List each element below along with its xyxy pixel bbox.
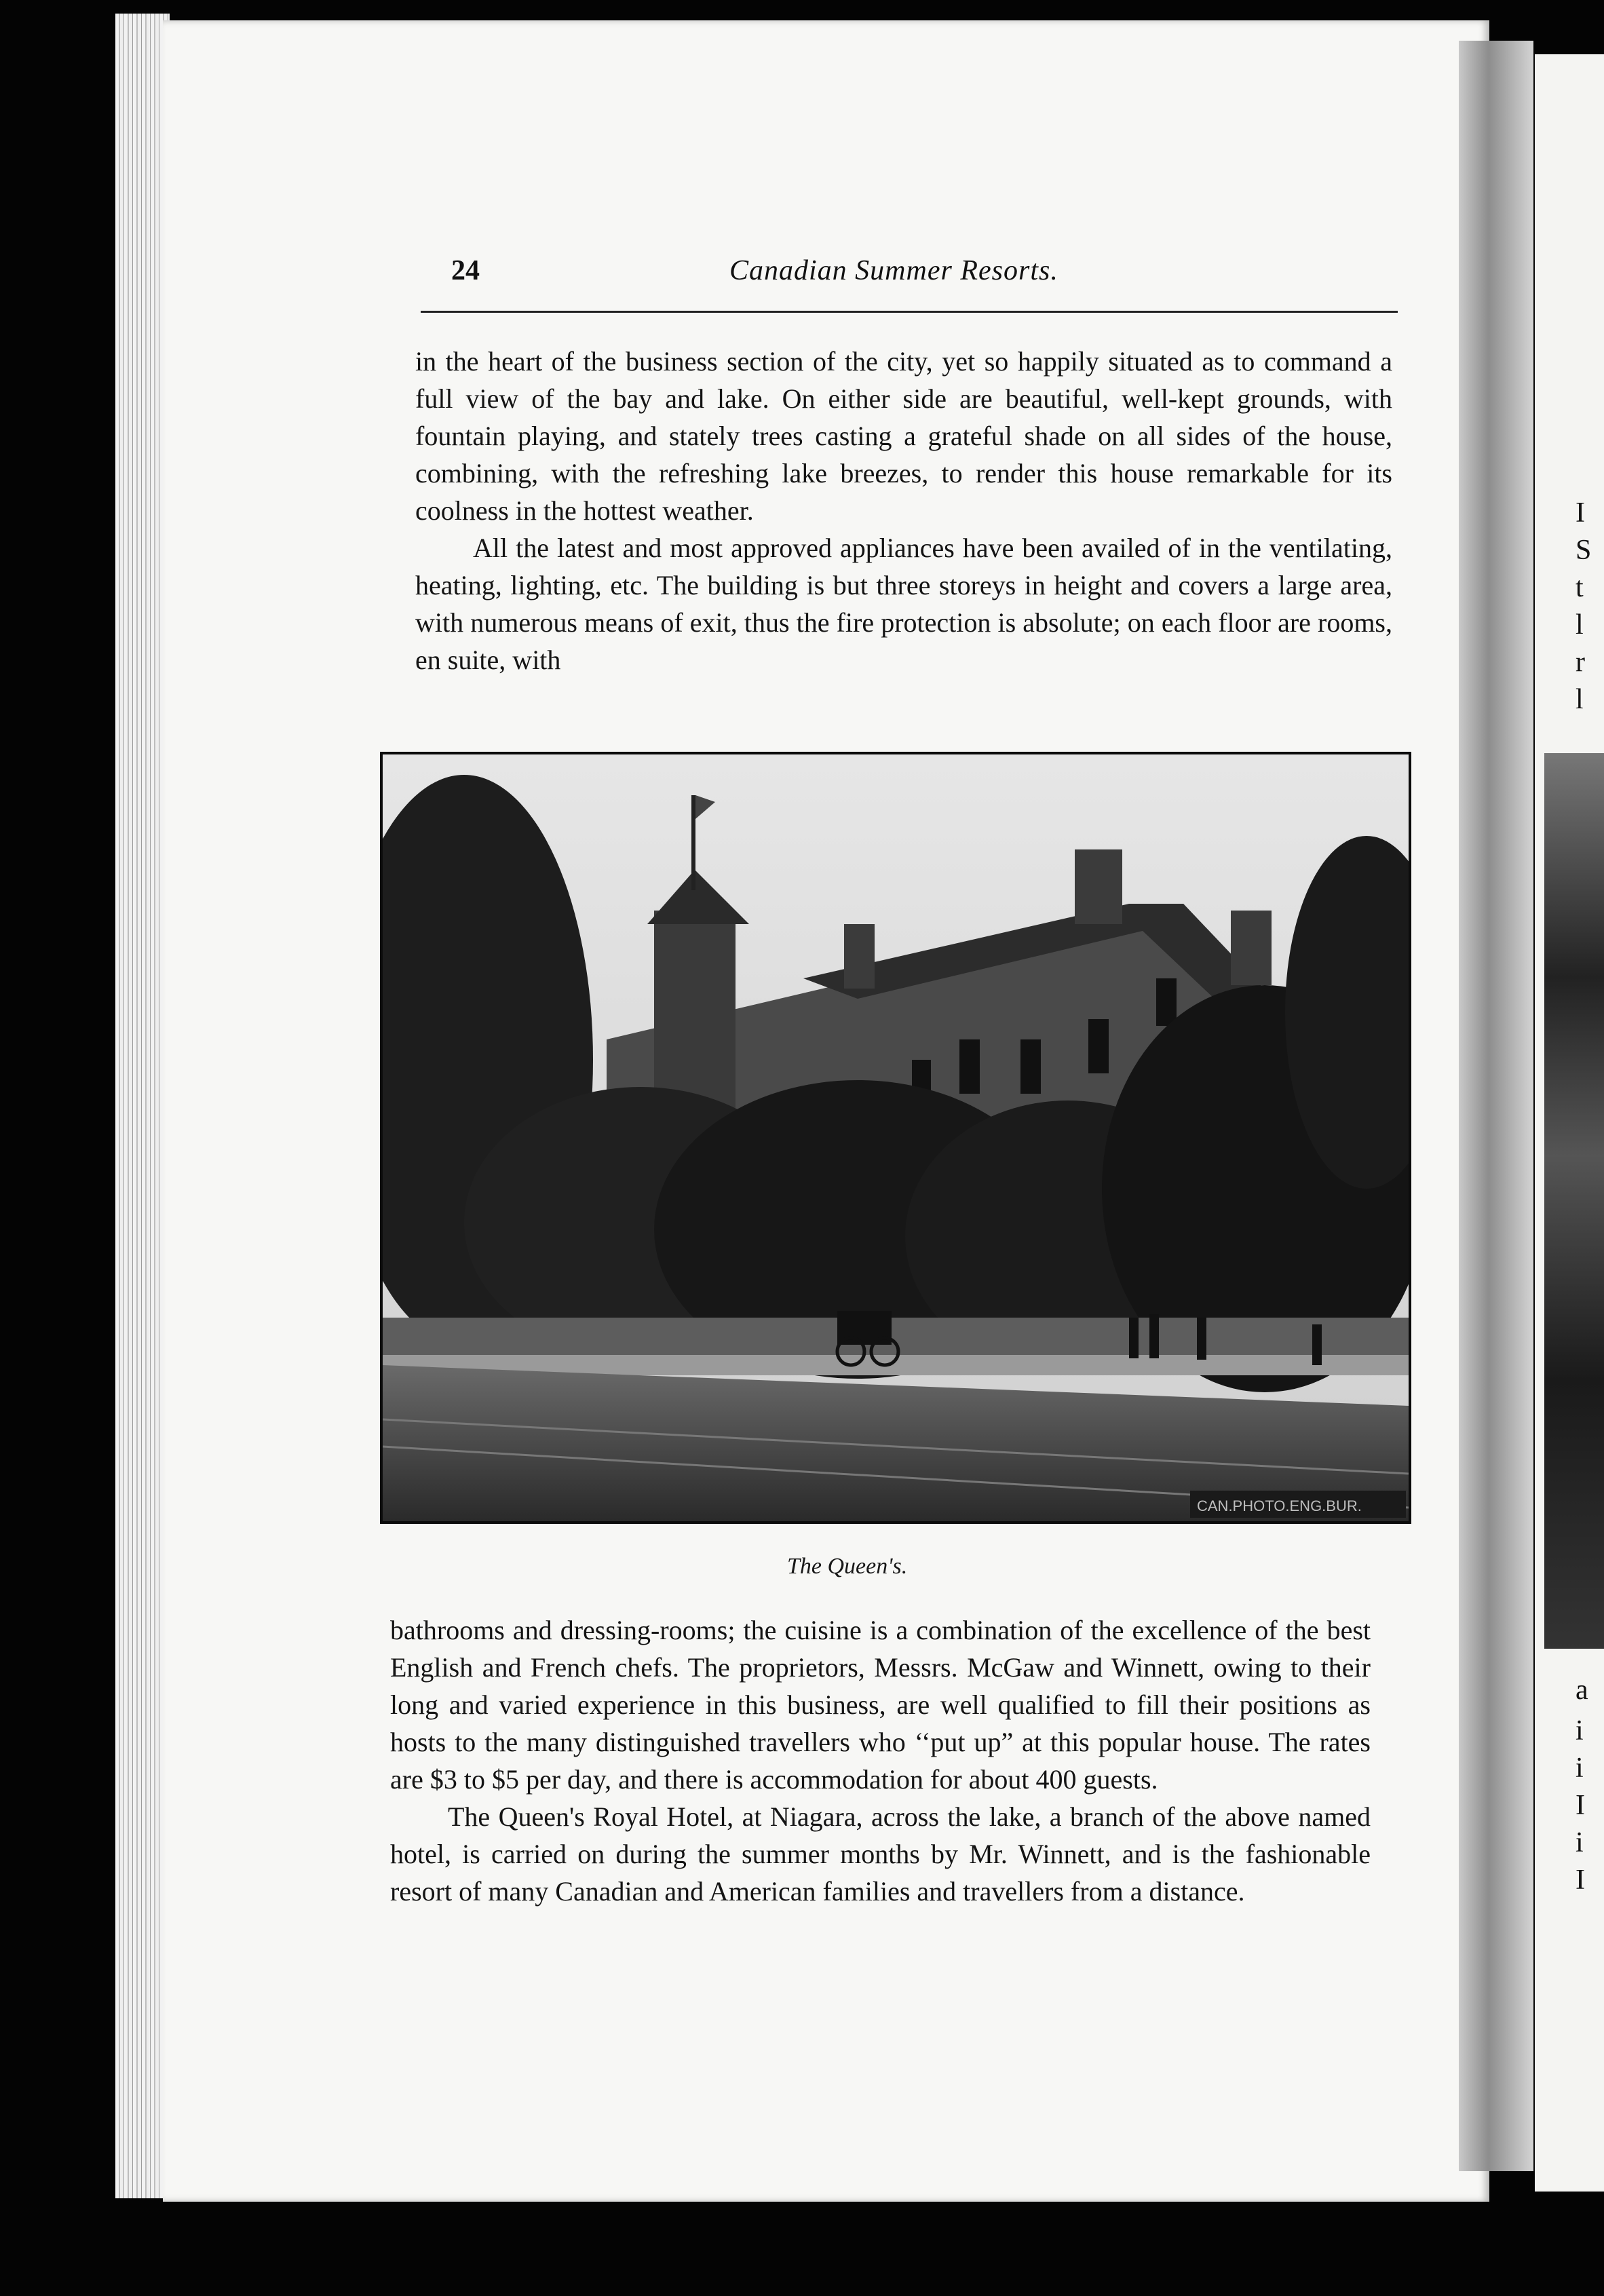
adjacent-page-fragment: a xyxy=(1576,1675,1588,1706)
adjacent-page-fragment: l xyxy=(1576,684,1584,715)
adjacent-page-fragment: r xyxy=(1576,647,1585,678)
running-title: Canadian Summer Resorts. xyxy=(729,255,1058,286)
engraver-credit: CAN.PHOTO.ENG.BUR. xyxy=(1197,1497,1362,1514)
figure-caption: The Queen's. xyxy=(787,1554,908,1579)
adjacent-page-fragment: t xyxy=(1576,572,1584,603)
adjacent-page-fragment: i xyxy=(1576,1753,1584,1784)
adjacent-page-fragment: i xyxy=(1576,1715,1584,1746)
adjacent-page-fragment: l xyxy=(1576,609,1584,640)
adjacent-page-photo xyxy=(1544,753,1604,1649)
adjacent-page-fragment: I xyxy=(1576,1790,1585,1821)
paragraph: All the latest and most approved appliances have been availed of in the ventilating, heating, lighting, etc. The building is but three storeys in height and covers a large area, with numerous means of exit, thus the fire protection is absolute; on each floor are rooms, en suite, with xyxy=(415,533,1392,675)
binding-shadow xyxy=(1459,41,1533,2171)
paragraph: bathrooms and dressing-rooms; the cuisine is a combination of the excellence of the best English and French chefs. The proprietors, Messrs. McGaw and Winnett, owing to their long and varied experience in this business, are well qualified to fill their positions as hosts to the many distinguished travellers who ‘‘put up” at this popular house. The rates are $3 to $5 per day, and there is accommodation for about 400 guests. xyxy=(390,1615,1371,1795)
running-head xyxy=(451,254,1415,302)
page-number: 24 xyxy=(451,255,480,286)
paragraph: in the heart of the business section of the city, yet so happily situated as to command a full view of the bay and lake. On either side are beautiful, well-kept grounds, with fountain playing, and stately trees casting a grateful shade on all sides of the house, combining, with the refreshing lake breezes, to render this house remarkable for its coolness in the hottest weather. xyxy=(415,346,1392,526)
header-rule xyxy=(421,311,1398,313)
adjacent-page xyxy=(1535,54,1604,2192)
text-after-figure xyxy=(390,1611,1371,1910)
paragraph: The Queen's Royal Hotel, at Niagara, across the lake, a branch of the above named hotel, is carried on during the summer months by Mr. Winnett, and is the fashionable resort of many Canadian and American families and travellers from a distance. xyxy=(390,1801,1371,1907)
text-before-figure xyxy=(415,343,1392,678)
hotel-photograph xyxy=(380,752,1411,1524)
page-edges xyxy=(115,14,170,2198)
adjacent-page-fragment: I xyxy=(1576,497,1585,529)
adjacent-page-fragment: i xyxy=(1576,1827,1584,1858)
adjacent-page-fragment: S xyxy=(1576,535,1592,566)
adjacent-page-fragment: I xyxy=(1576,1864,1585,1896)
hotel-photo-illustration xyxy=(383,754,1409,1521)
